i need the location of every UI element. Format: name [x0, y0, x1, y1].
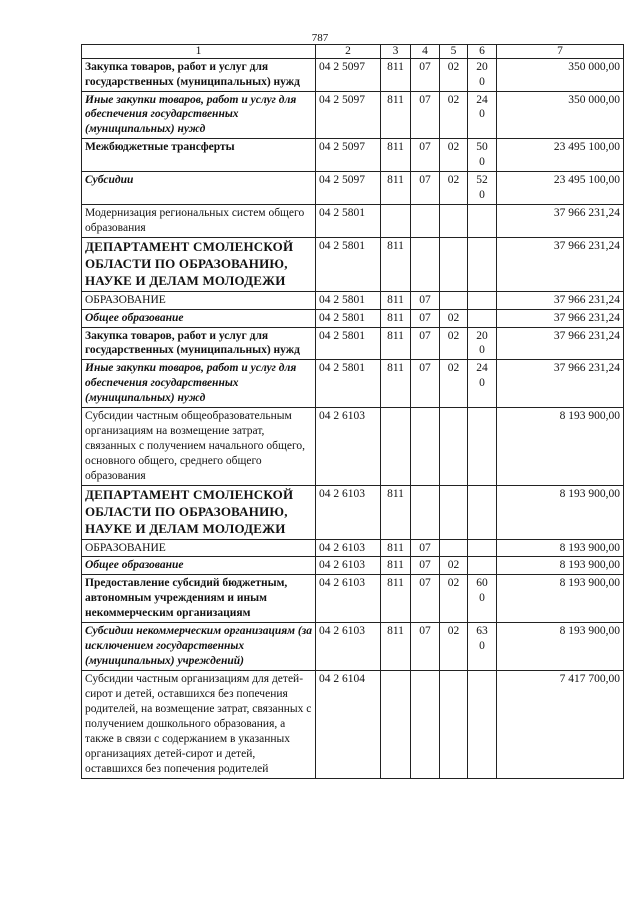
page-number: 787	[311, 32, 329, 44]
row-target-article: 04 2 5097	[316, 58, 381, 91]
row-grbs: 811	[381, 557, 411, 575]
row-section: 07	[411, 623, 440, 671]
row-section: 07	[411, 291, 440, 309]
row-target-article: 04 2 6103	[316, 575, 381, 623]
row-target-article: 04 2 5801	[316, 205, 381, 238]
row-expense-type	[468, 237, 497, 291]
row-amount: 37 966 231,24	[497, 237, 624, 291]
row-target-article: 04 2 5097	[316, 139, 381, 172]
expense-type-part-a: 24	[476, 93, 488, 106]
row-subsection	[440, 539, 468, 557]
header-cell: 4	[411, 45, 440, 59]
expense-type-part-a: 52	[476, 174, 488, 187]
expense-type-part-a: 24	[476, 362, 488, 375]
row-name: ОБРАЗОВАНИЕ	[82, 539, 316, 557]
table-row	[82, 237, 624, 291]
row-amount: 23 495 100,00	[497, 172, 624, 205]
row-target-article: 04 2 6103	[316, 539, 381, 557]
row-subsection	[440, 408, 468, 486]
table-row	[82, 172, 624, 205]
expense-type-part-a: 63	[476, 625, 488, 638]
row-section: 07	[411, 575, 440, 623]
row-amount: 8 193 900,00	[497, 485, 624, 539]
expense-type-part-b: 0	[479, 189, 485, 202]
table-row	[82, 139, 624, 172]
row-section: 07	[411, 172, 440, 205]
row-amount: 37 966 231,24	[497, 327, 624, 360]
table-row	[82, 408, 624, 486]
row-section: 07	[411, 309, 440, 327]
row-subsection	[440, 205, 468, 238]
row-subsection	[440, 671, 468, 779]
row-subsection	[440, 291, 468, 309]
row-grbs: 811	[381, 623, 411, 671]
row-amount: 8 193 900,00	[497, 557, 624, 575]
row-grbs: 811	[381, 237, 411, 291]
row-section	[411, 237, 440, 291]
row-expense-type	[468, 205, 497, 238]
row-target-article: 04 2 5801	[316, 360, 381, 408]
row-name: Субсидии частным организациям для детей-сирот и детей, оставшихся без попечения родителей, на возмещение затрат, связанных с получением дошкольного образования, а также в связи с содержанием в указанных организациях детей-сирот и детей, оставшихся без попечения родителей	[82, 671, 316, 779]
table-row	[82, 539, 624, 557]
row-name: Субсидии некоммерческим организациям (за исключением государственных (муниципальных) учреждений)	[82, 623, 316, 671]
table-row	[82, 327, 624, 360]
row-grbs	[381, 671, 411, 779]
row-target-article: 04 2 5801	[316, 291, 381, 309]
row-amount: 8 193 900,00	[497, 539, 624, 557]
row-grbs: 811	[381, 327, 411, 360]
row-subsection: 02	[440, 575, 468, 623]
row-subsection: 02	[440, 58, 468, 91]
row-expense-type	[468, 485, 497, 539]
row-grbs: 811	[381, 539, 411, 557]
row-amount: 350 000,00	[497, 58, 624, 91]
row-section	[411, 671, 440, 779]
table-row	[82, 557, 624, 575]
header-cell: 5	[440, 45, 468, 59]
row-expense-type	[468, 575, 497, 623]
row-expense-type	[468, 539, 497, 557]
row-expense-type	[468, 309, 497, 327]
row-name: Закупка товаров, работ и услуг для государственных (муниципальных) нужд	[82, 327, 316, 360]
expense-type-part-b: 0	[479, 108, 485, 121]
table-row	[82, 671, 624, 779]
expense-type-part-a: 20	[476, 60, 488, 73]
header-cell: 7	[497, 45, 624, 59]
table-row	[82, 91, 624, 139]
table-row	[82, 575, 624, 623]
expense-type-part-a: 50	[476, 141, 488, 154]
row-section: 07	[411, 139, 440, 172]
expense-type-part-b: 0	[479, 344, 485, 357]
table-row	[82, 58, 624, 91]
table-row	[82, 309, 624, 327]
expense-type-part-b: 0	[479, 640, 485, 653]
header-cell: 1	[82, 45, 316, 59]
row-grbs: 811	[381, 309, 411, 327]
row-target-article: 04 2 5097	[316, 172, 381, 205]
row-grbs: 811	[381, 360, 411, 408]
row-expense-type	[468, 327, 497, 360]
row-name: ОБРАЗОВАНИЕ	[82, 291, 316, 309]
row-name: Межбюджетные трансферты	[82, 139, 316, 172]
table-row	[82, 205, 624, 238]
row-grbs: 811	[381, 91, 411, 139]
row-amount: 8 193 900,00	[497, 623, 624, 671]
row-section: 07	[411, 58, 440, 91]
row-expense-type	[468, 408, 497, 486]
header-cell: 6	[468, 45, 497, 59]
row-expense-type	[468, 58, 497, 91]
row-amount: 8 193 900,00	[497, 408, 624, 486]
row-name: Иные закупки товаров, работ и услуг для обеспечения государственных (муниципальных) нужд	[82, 360, 316, 408]
row-subsection: 02	[440, 309, 468, 327]
row-name: Субсидии	[82, 172, 316, 205]
row-subsection: 02	[440, 557, 468, 575]
row-amount: 350 000,00	[497, 91, 624, 139]
table-row	[82, 291, 624, 309]
row-expense-type	[468, 291, 497, 309]
row-subsection	[440, 237, 468, 291]
row-grbs: 811	[381, 485, 411, 539]
row-expense-type	[468, 139, 497, 172]
row-expense-type	[468, 172, 497, 205]
row-name: Общее образование	[82, 309, 316, 327]
row-grbs	[381, 408, 411, 486]
row-amount: 37 966 231,24	[497, 291, 624, 309]
row-section: 07	[411, 557, 440, 575]
row-target-article: 04 2 6103	[316, 485, 381, 539]
row-section: 07	[411, 91, 440, 139]
row-target-article: 04 2 6104	[316, 671, 381, 779]
row-target-article: 04 2 6103	[316, 623, 381, 671]
row-expense-type	[468, 557, 497, 575]
row-grbs: 811	[381, 58, 411, 91]
row-grbs: 811	[381, 291, 411, 309]
row-grbs: 811	[381, 139, 411, 172]
row-target-article: 04 2 5801	[316, 309, 381, 327]
row-expense-type	[468, 671, 497, 779]
row-subsection: 02	[440, 327, 468, 360]
row-amount: 37 966 231,24	[497, 360, 624, 408]
row-name: ДЕПАРТАМЕНТ СМОЛЕНСКОЙ ОБЛАСТИ ПО ОБРАЗОВАНИЮ, НАУКЕ И ДЕЛАМ МОЛОДЕЖИ	[82, 237, 316, 291]
row-name: Субсидии частным общеобразовательным организациям на возмещение затрат, связанных с получением начального общего, основного общего, среднего общего образования	[82, 408, 316, 486]
row-amount: 37 966 231,24	[497, 205, 624, 238]
row-expense-type	[468, 360, 497, 408]
row-amount: 7 417 700,00	[497, 671, 624, 779]
row-name: Модернизация региональных систем общего образования	[82, 205, 316, 238]
row-target-article: 04 2 5801	[316, 237, 381, 291]
row-target-article: 04 2 5801	[316, 327, 381, 360]
row-section	[411, 205, 440, 238]
row-target-article: 04 2 5097	[316, 91, 381, 139]
row-name: ДЕПАРТАМЕНТ СМОЛЕНСКОЙ ОБЛАСТИ ПО ОБРАЗОВАНИЮ, НАУКЕ И ДЕЛАМ МОЛОДЕЖИ	[82, 485, 316, 539]
header-cell: 3	[381, 45, 411, 59]
row-subsection: 02	[440, 623, 468, 671]
row-name: Иные закупки товаров, работ и услуг для обеспечения государственных (муниципальных) нужд	[82, 91, 316, 139]
row-amount: 37 966 231,24	[497, 309, 624, 327]
expense-type-part-a: 20	[476, 329, 488, 342]
row-grbs	[381, 205, 411, 238]
row-section	[411, 408, 440, 486]
row-expense-type	[468, 91, 497, 139]
row-subsection: 02	[440, 360, 468, 408]
row-grbs: 811	[381, 172, 411, 205]
table-header-row	[82, 45, 624, 59]
row-expense-type	[468, 623, 497, 671]
row-name: Предоставление субсидий бюджетным, автономным учреждениям и иным некоммерческим организациям	[82, 575, 316, 623]
row-subsection: 02	[440, 139, 468, 172]
expense-type-part-a: 60	[476, 577, 488, 590]
row-amount: 8 193 900,00	[497, 575, 624, 623]
row-amount: 23 495 100,00	[497, 139, 624, 172]
row-subsection: 02	[440, 91, 468, 139]
row-section: 07	[411, 539, 440, 557]
expense-type-part-b: 0	[479, 75, 485, 88]
row-subsection: 02	[440, 172, 468, 205]
row-target-article: 04 2 6103	[316, 557, 381, 575]
header-cell: 2	[316, 45, 381, 59]
expense-type-part-b: 0	[479, 156, 485, 169]
row-subsection	[440, 485, 468, 539]
table-row	[82, 485, 624, 539]
table-row	[82, 623, 624, 671]
expense-type-part-b: 0	[479, 592, 485, 605]
table-row	[82, 360, 624, 408]
budget-table	[81, 44, 624, 779]
row-grbs: 811	[381, 575, 411, 623]
expense-type-part-b: 0	[479, 377, 485, 390]
row-name: Закупка товаров, работ и услуг для государственных (муниципальных) нужд	[82, 58, 316, 91]
row-section	[411, 485, 440, 539]
row-section: 07	[411, 360, 440, 408]
row-section: 07	[411, 327, 440, 360]
row-target-article: 04 2 6103	[316, 408, 381, 486]
row-name: Общее образование	[82, 557, 316, 575]
